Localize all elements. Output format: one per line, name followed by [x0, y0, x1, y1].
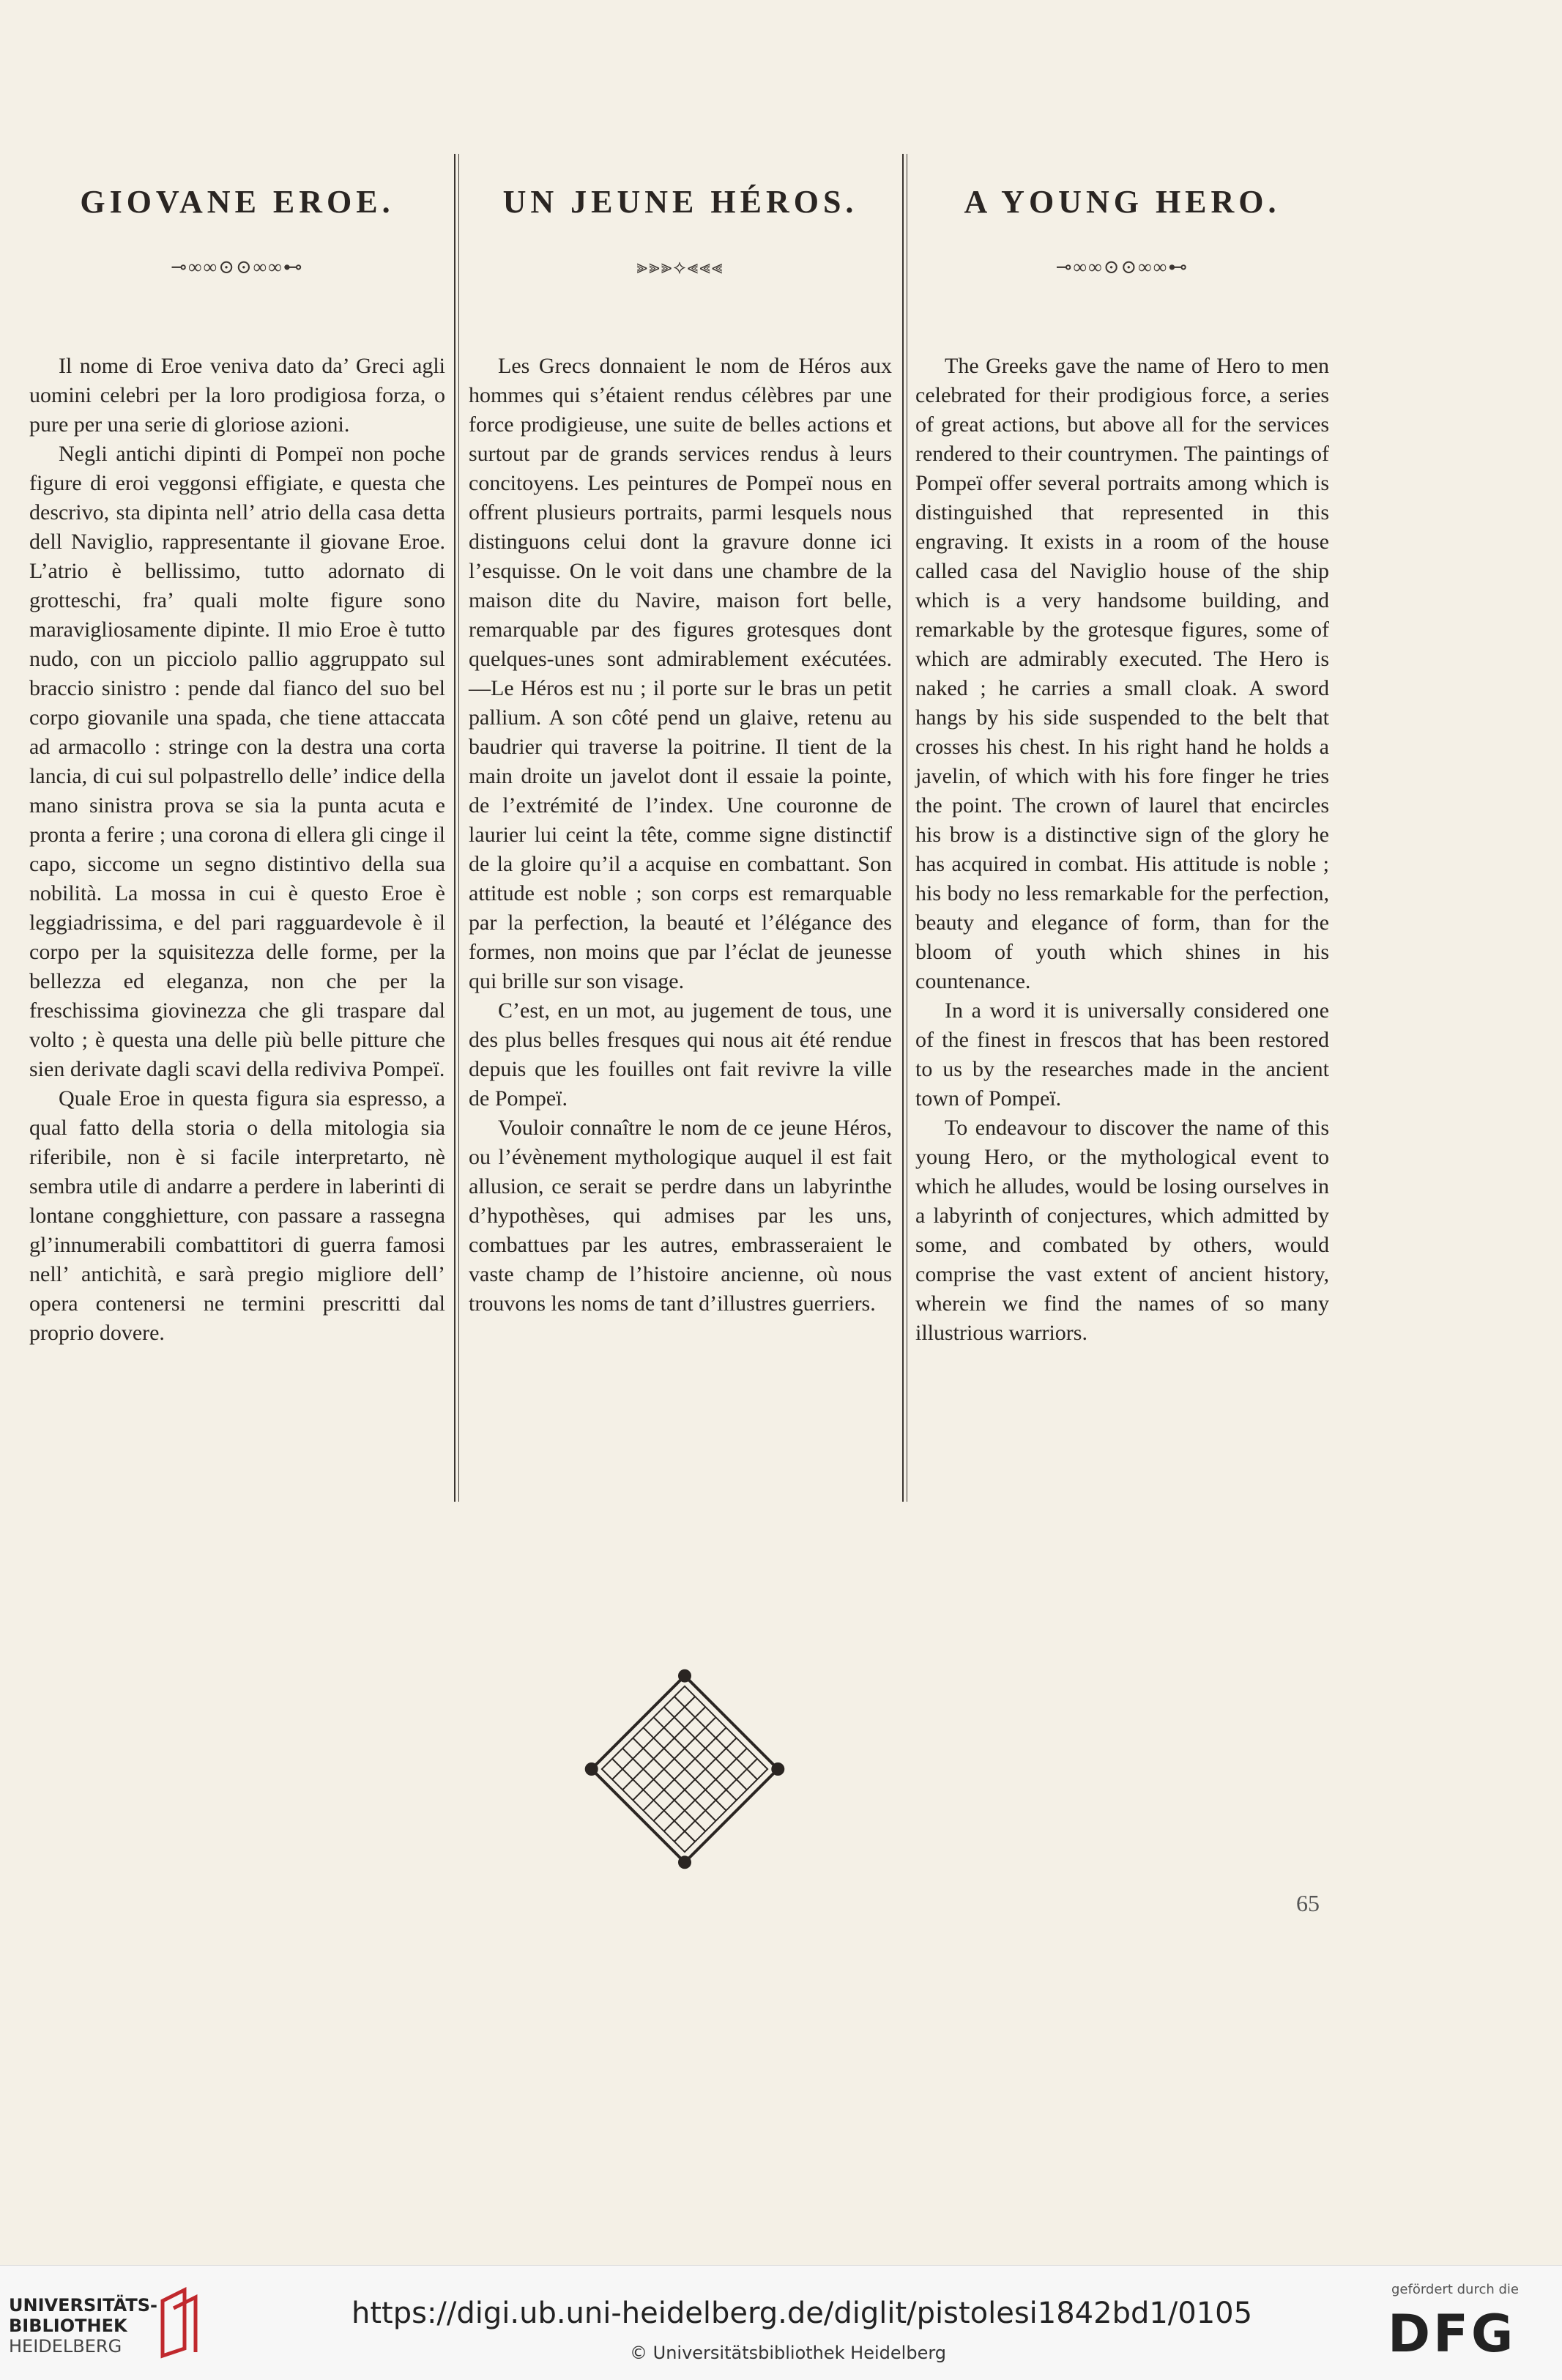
french-paragraph-2: C’est, en un mot, au jugement de tous, une des plus belles fresques qui nous ait été rendue depuis que les fouilles ont fait revivre la ville de Pompeï. — [469, 998, 892, 1111]
funded-by-text: gefördert durch die — [1391, 2282, 1519, 2297]
english-title: A YOUNG HERO. — [964, 184, 1281, 220]
french-title: UN JEUNE HÉROS. — [502, 184, 858, 220]
english-paragraph-1: The Greeks gave the name of Hero to men celebrated for their prodigious force, a series of great actions, but above all for the services rendered to their countrymen. The paintings of Pompeï offer several portraits among which is distinguished that represented in this engraving. It exists in a room of the house called casa del Naviglio house of the ship which is a very handsome building, and remarkable by the grotesque figures, some of which are admirably executed. The Hero is naked ; he carries a small cloak. A sword hangs by his side suspended to the belt that crosses his chest. In his right hand he holds a javelin, of which with his fore finger he tries the point. The crown of laurel that encircles his brow is a distinctive sign of the glory he has acquired in combat. His attitude is noble ; his body no less remarkable for the perfection, beauty and elegance of form, than for the bloom of youth which shines in his countenance. — [915, 354, 1329, 993]
french-paragraph-1: Les Grecs donnaient le nom de Héros aux hommes qui s’étaient rendus célèbres par une force prodigieuse, une suite de belles actions et surtout par de grands services rendus à leurs concitoyens. Les peintures de Pompeï nous en offrent plusieurs portraits, parmi lesquels nous distinguons celui dont la gravure donne ici l’esquisse. On le voit dans une chambre de la maison dite du Navire, maison fort belle, remarquable par des figures grotesques dont quelques-unes sont admirablement exécutées. —Le Héros est nu ; il porte sur le bras un petit pallium. A son côté pend un glaive, retenu au baudrier qui traverse la poitrine. Il tient de la main droite un javelot dont il essaie la pointe, de l’extrémité de l’index. Une couronne de laurier lui ceint la tête, comme signe distinctif de la gloire qu’il a acquise en combattant. Son attitude est noble ; son corps est remarquable par la perfection, la beauté et l’élégance des formes, non moins que par l’éclat de jeunesse qui brille sur son visage. — [469, 354, 892, 993]
column-divider-left — [454, 154, 455, 1502]
english-text — [915, 352, 1329, 1348]
italian-text — [29, 352, 445, 1348]
page-number: 65 — [1296, 1890, 1320, 1916]
italian-paragraph-2: Negli antichi dipinti di Pompeï non poche figure di eroi veggonsi effigiate, e questa che descrivo, sta dipinta nell’ atrio della casa detta dell Naviglio, rappresentante il giovane Eroe. L’atrio è bellissimo, tutto adornato di grotteschi, fra’ quali molte figure sono maravigliosamente dipinte. Il mio Eroe è tutto nudo, con un picciolo pallio aggruppato sul braccio sinistro : pende dal fianco del suo bel corpo giovanile una spada, che tiene attaccata ad armacollo : stringe con la destra una corta lancia, di cui sul polpastrello delle’ indice della mano sinistra prova se sia la punta acuta e pronta a ferire ; una corona di ellera gli cinge il capo, siccome un segno distintivo della sua nobilità. La mossa in cui è questo Eroe è leggiadrissima, e del pari ragguardevole è il corpo per la squisitezza delle forme, per la bellezza ed eleganza, non che per la freschissima giovinezza che gli traspare dal volto ; è questa una delle più belle pitture che sien derivate dagli scavi della rediviva Pompeï. — [29, 442, 445, 1081]
english-ornament: ⊸∞∞⊙⊙∞∞⊷ — [1055, 256, 1189, 278]
library-line-1: UNIVERSITÄTS- — [9, 2295, 158, 2316]
english-paragraph-2: In a word it is universally considered one of the finest in frescos that has been restored to us by the researches made in the ancient town of Pompeï. — [915, 998, 1329, 1111]
italian-paragraph-3: Quale Eroe in questa figura sia espresso, a qual fatto della storia o della mitologia sia riferibile, non è si facile interpretarto, nè sembra utile di andarre a perdere in laberinti di lontane congghietture, con passare a rassegna gl’innumerabili combattitori di guerra famosi nell’ antichità, e sarà pregio migliore dell’ opera contenersi ne termini prescritti dal proprio dovere. — [29, 1086, 445, 1345]
column-divider-right — [902, 154, 904, 1502]
english-paragraph-3: To endeavour to discover the name of this young Hero, or the mythological event to which he alludes, would be losing ourselves in a labyrinth of conjectures, which admitted by some, and combated by others, would comprise the vast extent of ancient history, wherein we find the names of so many illustrious warriors. — [915, 1116, 1329, 1345]
library-logo-icon — [155, 2286, 207, 2359]
french-column — [469, 154, 892, 1319]
italian-column — [29, 154, 445, 1348]
italian-paragraph-1: Il nome di Eroe veniva dato da’ Greci agli uomini celebri per la loro prodigiosa forza, o pure per una serie di gloriose azioni. — [29, 354, 445, 437]
lattice-emblem-icon — [579, 1663, 791, 1875]
italian-title: GIOVANE EROE. — [80, 184, 395, 220]
copyright-text: © Universitätsbibliothek Heidelberg — [630, 2343, 947, 2363]
library-line-2: BIBLIOTHEK — [9, 2316, 127, 2336]
english-column — [915, 154, 1329, 1348]
dfg-logo: DFG — [1388, 2304, 1517, 2364]
french-ornament: ⫸⫸⫸⟡⫷⫷⫷ — [636, 256, 724, 278]
library-name — [9, 2295, 157, 2357]
french-paragraph-3: Vouloir connaître le nom de ce jeune Héros, ou l’évènement mythologique auquel il est fait allusion, ce serait se perdre dans un labyrinthe d’hypothèses, qui admises par les uns, combattues par les autres, embrasseraient le vaste champ de l’histoire ancienne, où nous trouvons les noms de tant d’illustres guerriers. — [469, 1116, 892, 1316]
footer-bar — [0, 2265, 1562, 2380]
french-text — [469, 352, 892, 1319]
library-line-3: HEIDELBERG — [9, 2336, 122, 2357]
document-url-link[interactable]: https://digi.ub.uni-heidelberg.de/diglit/pistolesi1842bd1/0105 — [352, 2296, 1253, 2330]
italian-ornament: ⊸∞∞⊙⊙∞∞⊷ — [171, 256, 304, 278]
